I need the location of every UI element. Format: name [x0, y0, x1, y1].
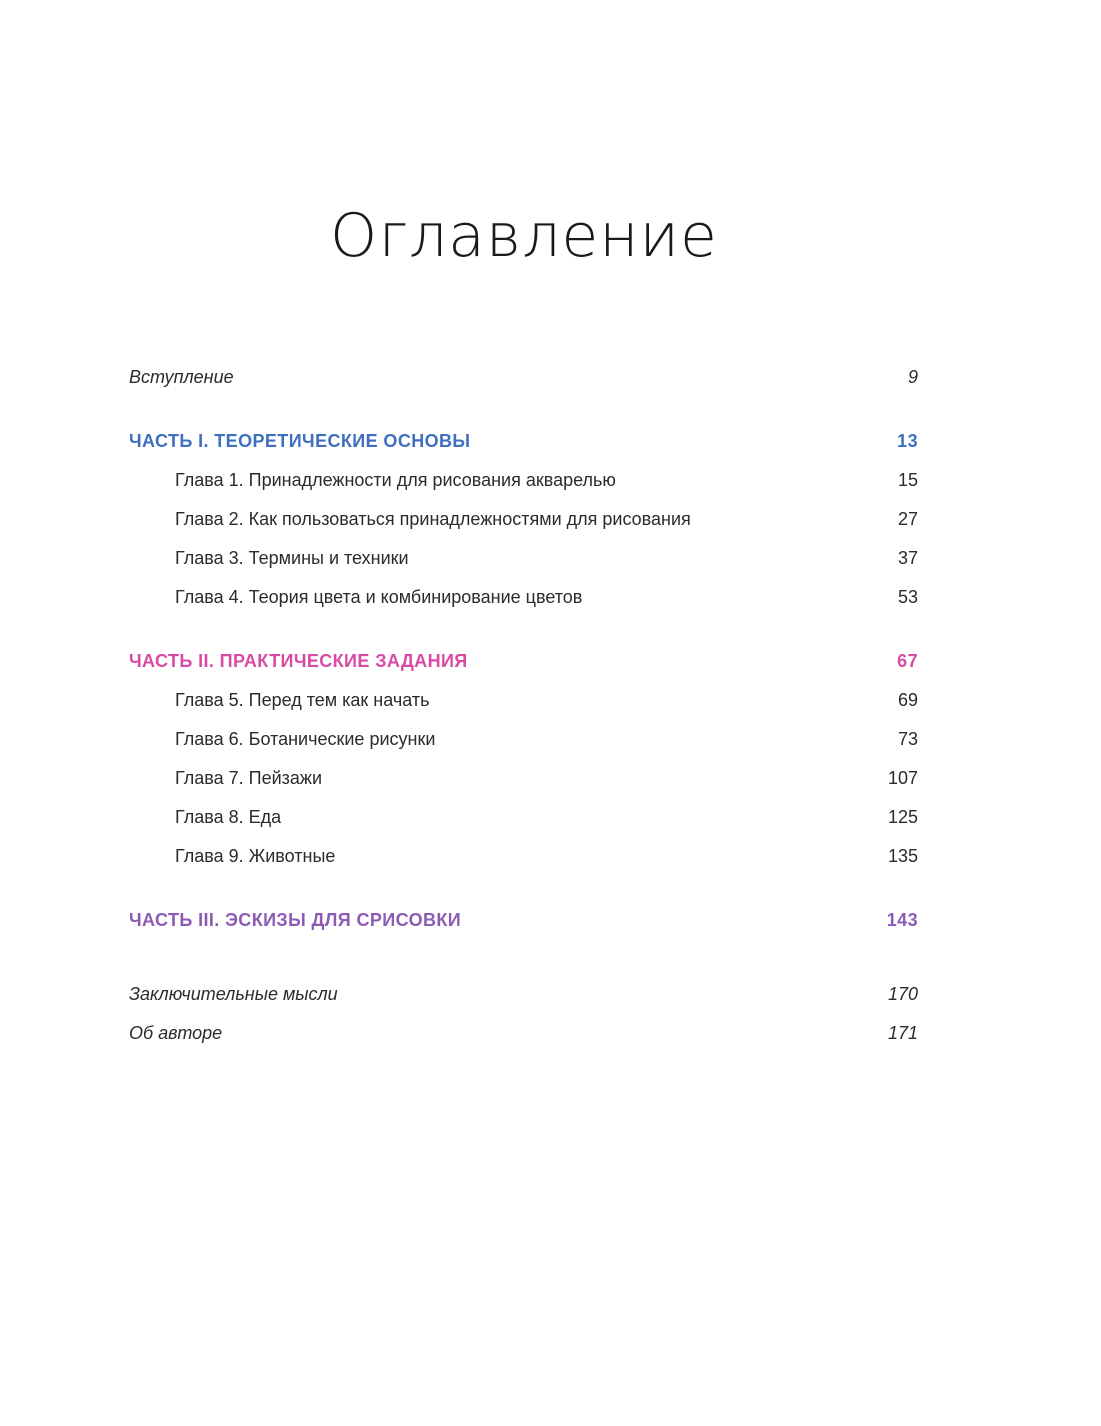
entry-label: Вступление — [129, 367, 234, 387]
chapter-label: Глава 5. Перед тем как начать — [175, 690, 430, 710]
entry-page-number: 171 — [887, 1023, 918, 1043]
chapter-page-number: 73 — [897, 729, 918, 749]
entry-label: Заключительные мысли — [129, 984, 338, 1004]
page-title: Оглавление — [330, 201, 718, 271]
toc-entry-closing-thoughts[interactable] — [129, 980, 918, 1008]
toc-part-3[interactable] — [129, 906, 918, 934]
toc-entry-intro[interactable] — [129, 363, 918, 391]
chapter-page-number: 37 — [897, 548, 918, 568]
chapter-label: Глава 4. Теория цвета и комбинирование цветов — [175, 587, 583, 607]
toc-part-2[interactable] — [129, 647, 918, 675]
toc-chapter-6[interactable] — [129, 725, 918, 753]
toc-chapter-7[interactable] — [129, 764, 918, 792]
entry-page-number: 9 — [907, 367, 918, 387]
part-page-number: 143 — [886, 910, 918, 930]
chapter-label: Глава 7. Пейзажи — [175, 768, 322, 788]
part-label: ЧАСТЬ III. ЭСКИЗЫ ДЛЯ СРИСОВКИ — [129, 910, 462, 930]
entry-page-number: 170 — [887, 984, 918, 1004]
toc-chapter-8[interactable] — [129, 803, 918, 831]
chapter-label: Глава 8. Еда — [175, 807, 282, 827]
toc-entry-about-author[interactable] — [129, 1019, 918, 1047]
toc-chapter-3[interactable] — [129, 544, 918, 572]
toc-chapter-1[interactable] — [129, 466, 918, 494]
chapter-label: Глава 2. Как пользоваться принадлежностями для рисования — [175, 509, 691, 529]
chapter-label: Глава 6. Ботанические рисунки — [175, 729, 436, 749]
entry-label: Об авторе — [129, 1023, 223, 1043]
part-label: ЧАСТЬ I. ТЕОРЕТИЧЕСКИЕ ОСНОВЫ — [129, 431, 471, 451]
chapter-page-number: 27 — [897, 509, 918, 529]
chapter-page-number: 107 — [887, 768, 918, 788]
chapter-page-number: 135 — [887, 846, 918, 866]
part-label: ЧАСТЬ II. ПРАКТИЧЕСКИЕ ЗАДАНИЯ — [129, 651, 468, 671]
chapter-label: Глава 9. Животные — [175, 846, 336, 866]
chapter-label: Глава 1. Принадлежности для рисования акварелью — [175, 470, 616, 490]
toc-chapter-2[interactable] — [129, 505, 918, 533]
chapter-page-number: 69 — [897, 690, 918, 710]
chapter-page-number: 15 — [897, 470, 918, 490]
chapter-label: Глава 3. Термины и техники — [175, 548, 409, 568]
toc-chapter-4[interactable] — [129, 583, 918, 611]
toc-chapter-5[interactable] — [129, 686, 918, 714]
part-page-number: 67 — [897, 651, 918, 671]
chapter-page-number: 125 — [887, 807, 918, 827]
toc-chapter-9[interactable] — [129, 842, 918, 870]
toc-part-1[interactable] — [129, 427, 918, 455]
part-page-number: 13 — [897, 431, 918, 451]
chapter-page-number: 53 — [897, 587, 918, 607]
